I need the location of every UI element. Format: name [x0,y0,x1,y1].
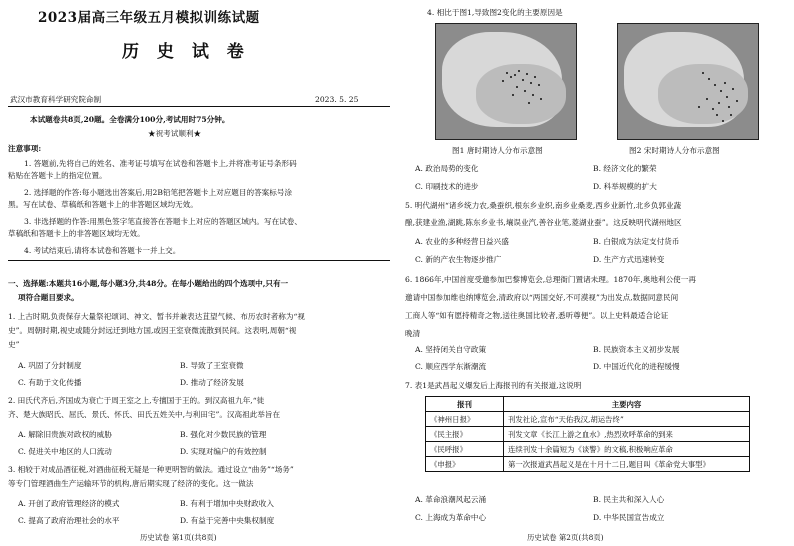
q7-option-b[interactable]: B. 民主共和深入人心 [593,495,665,504]
table-cell: 《民主报》 [426,427,504,442]
q5-option-b[interactable]: B. 白银成为法定支付货币 [593,237,680,246]
q1-stem: 史”。周朝时期,视史或随分封远迁到地方国,或因王室衰微流散到民间。这表明,周朝“视 [8,326,297,335]
table-header: 报刊 [426,397,504,412]
q6-stem: 邀请中国参加维也纳博览会,清政府以“两国交好,不可漠视”为出发点,数据同意民间 [405,293,679,302]
q6-option-c[interactable]: C. 顺应西学东渐潮流 [415,362,487,371]
q3-option-a[interactable]: A. 开创了政府管理经济的模式 [18,499,120,508]
q5-stem: 酿,获建业渔,湖跳,陈东乡业书,壤误业汽,善谷业笔,菱湖业蚕”。这反映明代湖州地区 [405,218,682,227]
exam-info: 本试题卷共8页,20题。全卷满分100分,考试用时75分钟。 [30,115,230,124]
page-footer: 历史试卷 第1页(共8页) [140,533,217,542]
q6-stem: 工商人等“如有愿持精奇之物,送往奥国比较者,悉听尊便”。以上史料最适合论证 [405,311,669,320]
table-cell: 连续刊发十余篇短为《谈警》的文稿,积极响应革命 [504,442,750,457]
note-line: 1. 答题前,先将自己的姓名、准考证号填写在试卷和答题卡上,并将准考证号条形码 [24,159,297,168]
q6-stem: 晚清 [405,329,421,338]
q7-option-a[interactable]: A. 革命浪潮风起云涌 [415,495,487,504]
page-footer: 历史试卷 第2页(共8页) [527,533,604,542]
q1-option-b[interactable]: B. 导致了王室衰微 [180,361,244,370]
q6-option-d[interactable]: D. 中国近代化的进程缓慢 [593,362,680,371]
q3-stem: 3. 相较于对成品酒征税,对酒曲征税无疑是一种更明智的做法。通过设立“曲务”“场务” [8,465,294,474]
table-row [426,412,750,427]
q3-option-c[interactable]: C. 提高了政府治理社会的水平 [18,516,120,525]
table-row [426,427,750,442]
page-2 [397,0,794,546]
exam-date: 2023. 5. 25 [315,95,359,104]
table-cell: 刊发文章《长江上游之血水》,热烈欢呼革命的到来 [504,427,750,442]
q6-option-a[interactable]: A. 坚持闭关自守政策 [415,345,487,354]
q1-option-a[interactable]: A. 巩固了分封制度 [18,361,82,370]
fig2-caption: 图2 宋时期诗人分布示意图 [629,146,720,155]
note-line: 3. 非选择题的作答:用黑色签字笔直接答在答题卡上对应的答题区域内。写在试卷、 [24,217,302,226]
section-heading: 项符合题目要求。 [18,293,79,302]
q4-option-d[interactable]: D. 科举规模的扩大 [593,182,657,191]
q2-option-c[interactable]: C. 促进关中地区的人口流动 [18,447,112,456]
tang-poets-map [435,23,577,140]
q3-option-d[interactable]: D. 有益于完善中央集权制度 [180,516,275,525]
q5-stem: 5. 明代湖州“诸乡统力农,桑蚕织,根东乡业织,南乡业桑麦,西乡业新竹,北乡负郭业蔬 [405,201,682,210]
q6-stem: 6. 1866年,中国首度受邀参加巴黎博览会,总理衙门置诸未理。1870年,奥地利公使一再 [405,275,696,284]
q7-table [425,396,750,472]
good-luck-note: ★祝考试顺利★ [148,129,202,138]
note-line: 黑。写在试卷、草稿纸和答题卡上的非答题区域均无效。 [8,200,198,209]
table-cell: 《民呼报》 [426,442,504,457]
note-line: 草稿纸和答题卡上的非答题区域均无效。 [8,229,145,238]
q3-stem: 等专门管理酒曲生产运输环节的机构,唐后期实现了经济的变化。这一做法 [8,479,254,488]
q5-option-a[interactable]: A. 农业的多种经营日益兴盛 [415,237,509,246]
q2-stem: 2. 田氏代齐后,齐国成为衰亡于周王室之上,专擅国于王的。到汉高祖九年,“徙 [8,396,265,405]
table-cell: 刊发社论,宣布“天佑我汉,胡运告终” [504,412,750,427]
exam-subject: 历 史 试 卷 [122,42,250,62]
q3-option-b[interactable]: B. 有利于增加中央财政收入 [180,499,274,508]
note-line: 粘贴在答题卡上的指定位置。 [8,171,107,180]
table-row [426,457,750,472]
exam-title: 2023届高三年级五月模拟训练试题 [38,10,260,26]
note-line: 2. 选择题的作答:每小题选出答案后,用2B铅笔把答题卡上对应题目的答案标号涂 [24,188,293,197]
q7-option-d[interactable]: D. 中华民国宣告成立 [593,513,665,522]
table-cell: 《神州日报》 [426,412,504,427]
q7-option-c[interactable]: C. 上海成为革命中心 [415,513,487,522]
table-cell: 《申报》 [426,457,504,472]
q2-stem: 齐、楚大族昭氏、屈氏、景氏、怀氏、田氏五姓关中,与利田宅”。汉高祖此举旨在 [8,410,281,419]
q7-stem: 7. 表1是武昌起义爆发后上海报刊的有关报道,这说明 [405,381,582,390]
table-header-row [426,397,750,412]
notes-rule [8,260,390,261]
q2-option-b[interactable]: B. 强化对少数民族的管理 [180,430,267,439]
q1-stem: 史” [8,340,20,349]
q2-option-d[interactable]: D. 实现对编户的有效控制 [180,447,267,456]
song-poets-map [617,23,759,140]
q1-option-d[interactable]: D. 推动了经济发展 [180,378,244,387]
issuer: 武汉市教育科学研究院命制 [10,95,102,104]
q4-option-c[interactable]: C. 印刷技术的进步 [415,182,479,191]
notes-heading: 注意事项: [8,144,42,153]
section-heading: 一、选择题:本题共16小题,每小题3分,共48分。在每小题给出的四个选项中,只有一 [8,279,289,288]
header-rule [8,106,390,107]
q1-stem: 1. 上古时期,负责保存大量祭祀颂词、神文、暂书并兼表达苴望气候、布历农时者称为“视 [8,312,305,321]
table-row [426,442,750,457]
q4-stem: 4. 相比于图1,导致图2变化的主要原因是 [427,8,563,17]
q5-option-c[interactable]: C. 新的产农生物逐步推广 [415,255,502,264]
fig1-caption: 图1 唐时期诗人分布示意图 [452,146,543,155]
note-line: 4. 考试结束后,请将本试卷和答题卡一并上交。 [24,246,181,255]
table-header: 主要内容 [504,397,750,412]
table-cell: 第一次报道武昌起义是在十月十二日,题目叫《革命党大事型》 [504,457,750,472]
q2-option-a[interactable]: A. 解除旧贵族对政权的威胁 [18,430,112,439]
q4-option-b[interactable]: B. 经济文化的繁荣 [593,164,657,173]
q1-option-c[interactable]: C. 有助于文化传播 [18,378,82,387]
q6-option-b[interactable]: B. 民族资本主义初步发展 [593,345,680,354]
q4-option-a[interactable]: A. 政治局势的变化 [415,164,479,173]
q5-option-d[interactable]: D. 生产方式迅速转变 [593,255,665,264]
